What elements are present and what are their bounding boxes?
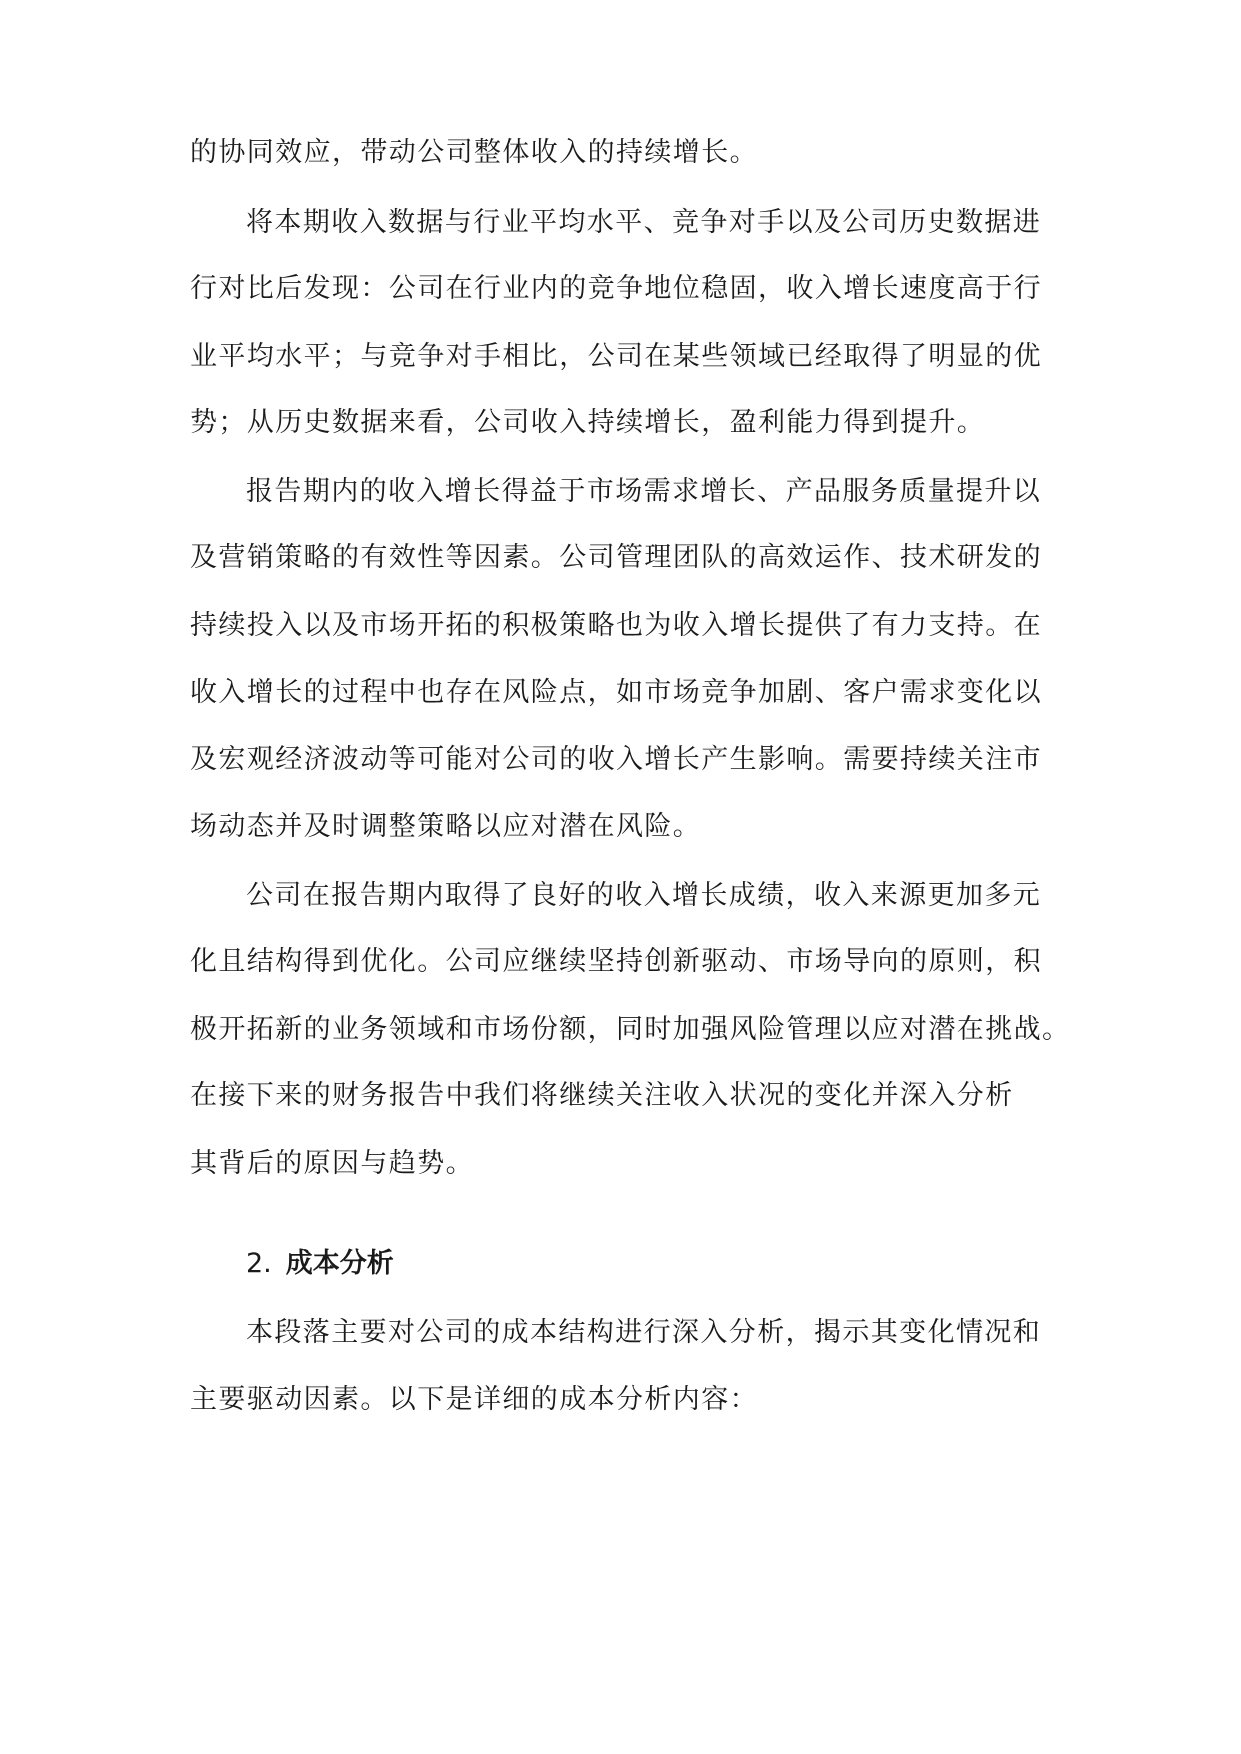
paragraph-line: 主要驱动因素。以下是详细的成本分析内容： <box>190 1384 758 1415</box>
paragraph-line: 业平均水平；与竞争对手相比，公司在某些领域已经取得了明显的优 <box>190 341 1042 372</box>
section-title: 成本分析 <box>285 1248 394 1279</box>
paragraph-line: 其背后的原因与趋势。 <box>190 1148 474 1179</box>
paragraph-line: 公司在报告期内取得了良好的收入增长成绩，收入来源更加多元 <box>246 880 1042 911</box>
paragraph-line: 场动态并及时调整策略以应对潜在风险。 <box>190 811 702 842</box>
paragraph-line: 化且结构得到优化。公司应继续坚持创新驱动、市场导向的原则，积 <box>190 946 1042 977</box>
paragraph-line: 及宏观经济波动等可能对公司的收入增长产生影响。需要持续关注市 <box>190 744 1042 775</box>
paragraph-line: 行对比后发现：公司在行业内的竞争地位稳固，收入增长速度高于行 <box>190 273 1042 304</box>
paragraph-line: 将本期收入数据与行业平均水平、竞争对手以及公司历史数据进 <box>246 207 1042 238</box>
paragraph-line: 的协同效应，带动公司整体收入的持续增长。 <box>190 137 758 168</box>
section-heading <box>246 1244 394 1284</box>
paragraph-line: 持续投入以及市场开拓的积极策略也为收入增长提供了有力支持。在 <box>190 610 1042 641</box>
paragraph-line: 收入增长的过程中也存在风险点，如市场竞争加剧、客户需求变化以 <box>190 677 1042 708</box>
paragraph-line: 极开拓新的业务领域和市场份额，同时加强风险管理以应对潜在挑战。 <box>190 1014 1071 1045</box>
paragraph-line: 及营销策略的有效性等因素。公司管理团队的高效运作、技术研发的 <box>190 542 1042 573</box>
paragraph-line: 本段落主要对公司的成本结构进行深入分析，揭示其变化情况和 <box>246 1317 1042 1348</box>
section-number: 2. <box>246 1248 272 1279</box>
paragraph-line: 报告期内的收入增长得益于市场需求增长、产品服务质量提升以 <box>246 476 1042 507</box>
paragraph-line: 在接下来的财务报告中我们将继续关注收入状况的变化并深入分析 <box>190 1080 1014 1111</box>
paragraph-line: 势；从历史数据来看，公司收入持续增长，盈利能力得到提升。 <box>190 407 986 438</box>
